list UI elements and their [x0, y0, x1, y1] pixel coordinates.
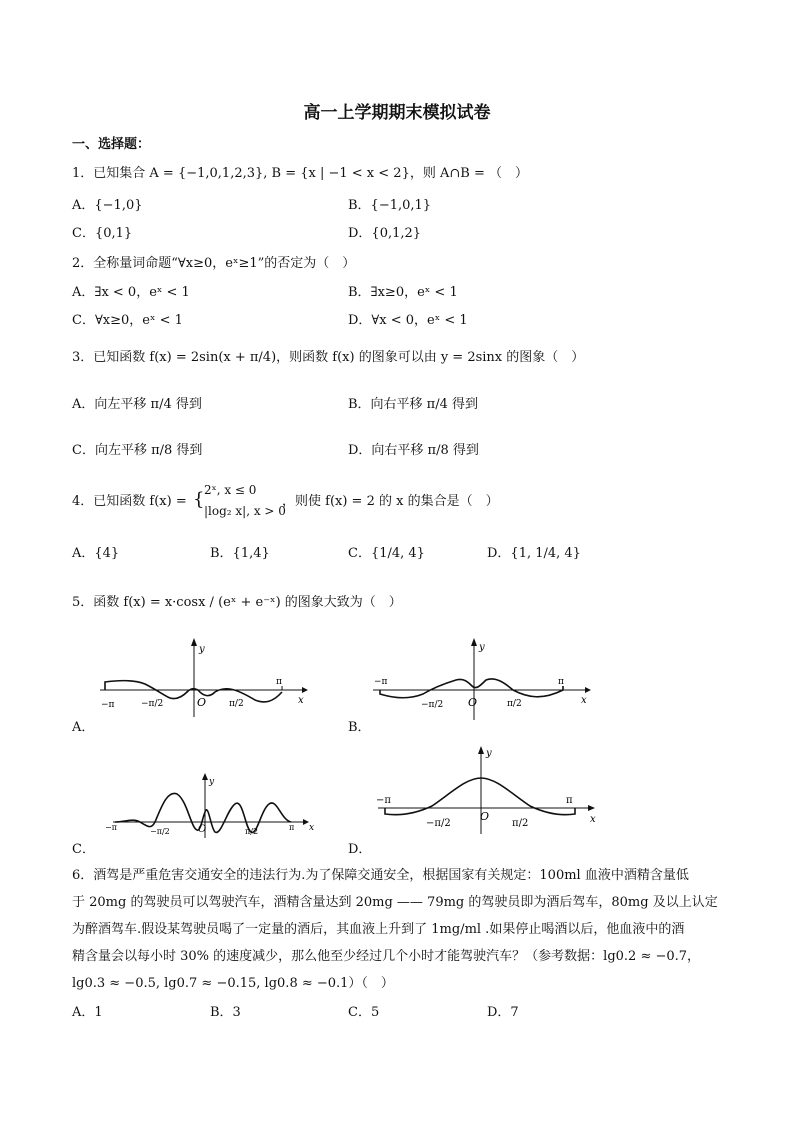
q5-option-b: B． — [348, 720, 371, 735]
q4-option-d: D．{1, 1/4, 4} — [487, 546, 581, 561]
q5-stem: 5．函数 f(x) = x·cosx / (eˣ + e⁻ˣ) 的图象大致为（ ） — [72, 595, 402, 610]
graph-b-x-label: x — [581, 695, 587, 706]
graph-d-pi: π — [566, 795, 573, 806]
q3-option-d: D．向右平移 π/8 得到 — [348, 443, 479, 458]
graph-c-y-label: y — [209, 777, 215, 787]
q4-brace: { — [193, 489, 205, 510]
graph-d-y-label: y — [486, 748, 492, 759]
q4-option-b: B．{1,4} — [210, 546, 270, 561]
q5-option-c: C． — [72, 842, 95, 857]
graph-b-y-label: y — [479, 642, 485, 653]
page-title: 高一上学期期末模拟试卷 — [303, 103, 491, 123]
q6-option-a: A．1 — [72, 1005, 103, 1020]
graph-b-pi: π — [558, 677, 564, 687]
graph-c — [95, 770, 320, 840]
q3-option-b: B．向右平移 π/4 得到 — [348, 397, 479, 412]
q6-option-d: D．7 — [487, 1005, 519, 1020]
q1-option-c: C．{0,1} — [72, 226, 133, 241]
q2-option-c: C．∀x≥0，eˣ < 1 — [72, 313, 183, 328]
graph-c-neg-half-pi: −π/2 — [150, 827, 170, 836]
q1-stem: 1．已知集合 A = {−1,0,1,2,3}, B = {x | −1 < x < 2}，则 A∩B = （ ） — [72, 166, 528, 181]
q4-option-c: C．{1/4, 4} — [348, 546, 425, 561]
q4-stem-post: ，则使 f(x) = 2 的 x 的集合是（ ） — [282, 494, 499, 509]
q6-option-c: C．5 — [348, 1005, 380, 1020]
graph-a-neg-pi: −π — [101, 700, 115, 710]
graph-a-half-pi: π/2 — [229, 699, 244, 709]
graph-b-neg-half-pi: −π/2 — [421, 700, 444, 710]
q1-option-a: A．{−1,0} — [72, 198, 143, 213]
section-heading: 一、选择题： — [72, 137, 151, 152]
q1-option-b: B．{−1,0,1} — [348, 198, 432, 213]
q2-stem: 2．全称量词命题“∀x≥0，eˣ≥1”的否定为（ ） — [72, 256, 356, 271]
q3-option-c: C．向左平移 π/8 得到 — [72, 443, 203, 458]
graph-b-half-pi: π/2 — [507, 699, 522, 709]
q4-case-1: 2ˣ, x ≤ 0 — [204, 483, 257, 497]
q4-option-a: A．{4} — [72, 546, 120, 561]
graph-c-x-label: x — [309, 823, 315, 833]
q6-line-4: 精含量会以每小时 30% 的速度减少，那么他至少经过几个小时才能驾驶汽车？（参考数据：lg0.2 ≈ −0.7， — [72, 949, 701, 964]
graph-a-neg-half-pi: −π/2 — [141, 699, 164, 709]
graph-a-x-label: x — [298, 695, 304, 706]
q3-option-a: A．向左平移 π/4 得到 — [72, 397, 202, 412]
q2-option-a: A．∃x < 0，eˣ < 1 — [72, 285, 190, 300]
graph-a-pi: π — [276, 677, 282, 687]
graph-b — [368, 632, 593, 722]
q4-stem-pre: 4．已知函数 f(x) = — [72, 494, 187, 509]
graph-b-origin: O — [468, 696, 478, 709]
graph-d-x-label: x — [590, 814, 596, 825]
graph-c-neg-pi: −π — [105, 823, 117, 832]
q2-option-d: D．∀x < 0，eˣ < 1 — [348, 313, 468, 328]
graph-d-origin: O — [480, 810, 490, 823]
graph-d-half-pi: π/2 — [512, 818, 529, 829]
q6-line-2: 于 20mg 的驾驶员可以驾驶汽车，酒精含量达到 20mg —— 79mg 的驾驶员即为酒后驾车，80mg 及以上认定 — [72, 895, 718, 910]
q6-line-5: lg0.3 ≈ −0.5, lg0.7 ≈ −0.15, lg0.8 ≈ −0.1）（ ） — [72, 976, 394, 991]
graph-c-pi: π — [289, 823, 295, 832]
graph-a — [95, 632, 310, 720]
q1-option-d: D．{0,1,2} — [348, 226, 422, 241]
graph-d-neg-pi: −π — [376, 795, 391, 806]
graph-a-origin: O — [197, 696, 207, 709]
graph-d-neg-half-pi: −π/2 — [426, 818, 451, 829]
q3-stem: 3．已知函数 f(x) = 2sin(x + π/4)，则函数 f(x) 的图象可以由 y = 2sinx 的图象（ ） — [72, 350, 585, 365]
q5-option-d: D． — [348, 842, 372, 857]
graph-c-half-pi: π/2 — [245, 827, 259, 836]
q6-line-1: 6．酒驾是严重危害交通安全的违法行为.为了保障交通安全，根据国家有关规定：100ml 血液中酒精含量低 — [72, 868, 689, 883]
graph-d — [370, 742, 600, 842]
graph-a-y-label: y — [199, 644, 205, 655]
q2-option-b: B．∃x≥0，eˣ < 1 — [348, 285, 458, 300]
q5-option-a: A． — [72, 720, 95, 735]
graph-b-neg-pi: −π — [374, 677, 388, 687]
q4-case-2: |log₂ x|, x > 0 — [204, 504, 286, 518]
q6-line-3: 为醉酒驾车.假设某驾驶员喝了一定量的酒后，其血液上升到了 1mg/ml .如果停止喝酒以后，他血液中的酒 — [72, 922, 685, 937]
graph-c-origin: O — [198, 824, 207, 835]
q6-option-b: B．3 — [210, 1005, 241, 1020]
